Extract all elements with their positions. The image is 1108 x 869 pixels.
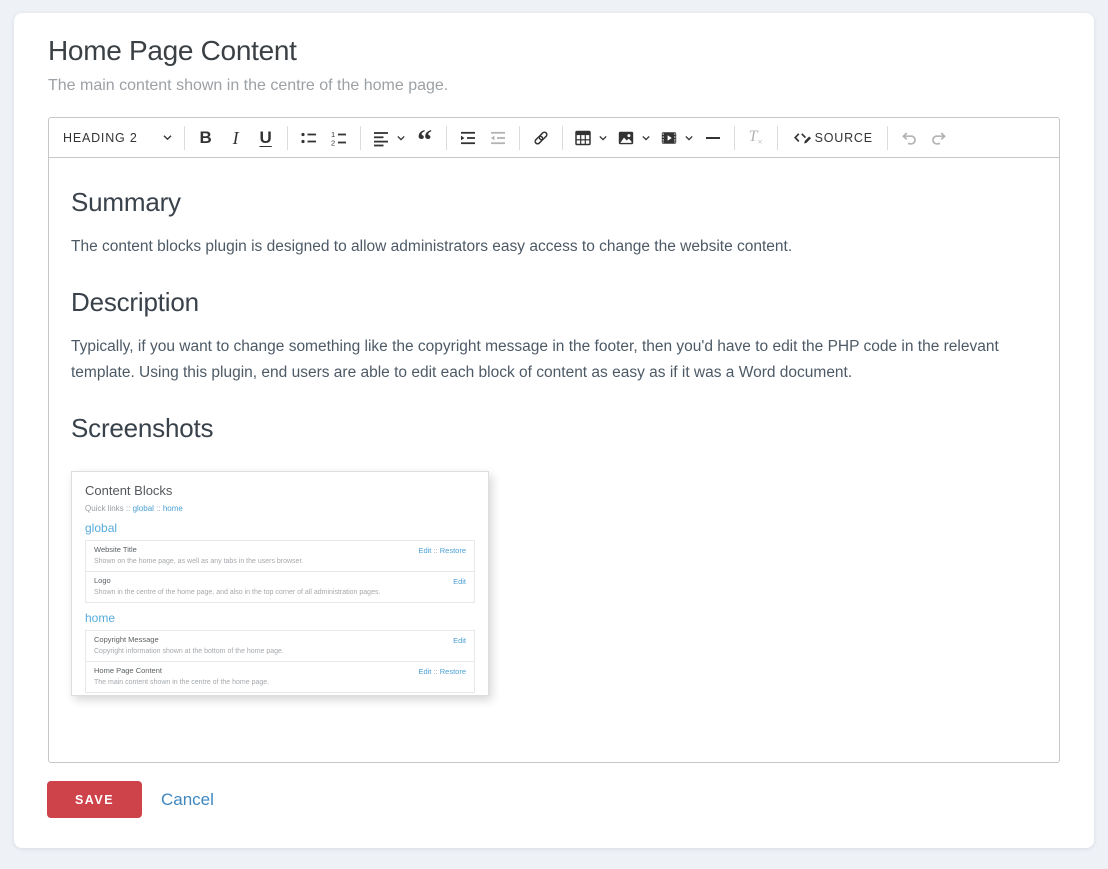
toolbar-separator [777, 126, 778, 150]
remove-format-button[interactable] [741, 122, 771, 154]
horizontal-line-icon [706, 137, 720, 139]
edit-link: Edit [453, 577, 466, 586]
form-footer [47, 781, 1060, 818]
remove-format-icon: $T_\times$ [748, 127, 763, 148]
edit-link: Edit [418, 546, 432, 555]
undo-button[interactable] [894, 122, 924, 154]
bulleted-list-icon [299, 128, 319, 148]
chevron-down-icon [598, 133, 608, 143]
row-actions [418, 667, 466, 676]
row-actions [418, 546, 466, 555]
content-heading-summary[interactable]: Summary [71, 187, 181, 217]
edit-link: Edit [453, 636, 466, 645]
toolbar-separator [734, 126, 735, 150]
redo-icon [929, 128, 949, 148]
toolbar-separator [562, 126, 563, 150]
page-title: Home Page Content [48, 35, 297, 66]
embedded-screenshot-image[interactable] [71, 471, 489, 696]
source-code-icon [792, 128, 812, 148]
chevron-down-icon [684, 133, 694, 143]
page-subtitle: The main content shown in the centre of the home page. [48, 77, 449, 94]
toolbar-separator [519, 126, 520, 150]
quick-links-label: Quick links :: [85, 504, 131, 513]
content-heading-screenshots[interactable]: Screenshots [71, 413, 214, 443]
screenshot-row [86, 631, 474, 661]
quick-links-separator: :: [156, 504, 161, 513]
toolbar-separator [887, 126, 888, 150]
block-quote-button[interactable] [410, 122, 440, 157]
toolbar-separator [287, 126, 288, 150]
content-paragraph[interactable]: The content blocks plugin is designed to allow administrators easy access to change the website content. [71, 238, 793, 255]
link-icon [531, 128, 551, 148]
quick-link-home: home [162, 504, 183, 513]
svg-text:2: 2 [330, 138, 335, 147]
row-title: Website Title [94, 545, 137, 554]
row-actions [453, 636, 466, 645]
edit-link: Edit [418, 667, 432, 676]
row-title: Copyright Message [94, 635, 159, 644]
text-alignment-dropdown[interactable] [367, 122, 410, 154]
row-title: Home Page Content [94, 666, 162, 675]
content-paragraph[interactable]: Typically, if you want to change something like the copyright message in the footer, then you'd have to edit the PHP code in the relevant template. Using this plugin, end users are able to edit each block of content as easy as if it was a Word document. [71, 338, 999, 381]
block-quote-icon: “ [417, 123, 433, 157]
screenshot-group-heading-home: home [85, 611, 116, 625]
editor-toolbar [49, 118, 1059, 158]
screenshot-row [86, 541, 474, 571]
chevron-down-icon [396, 133, 406, 143]
source-button-label: SOURCE [814, 130, 873, 145]
chevron-down-icon [162, 132, 173, 143]
screenshot-row [86, 571, 474, 602]
screenshot-title: Content Blocks [85, 483, 173, 498]
quick-link-global: global [132, 504, 154, 513]
screenshot-group-box [85, 540, 475, 603]
row-description: Copyright information shown at the bottom of the home page. [94, 648, 284, 655]
undo-icon [899, 128, 919, 148]
insert-table-dropdown[interactable] [569, 122, 612, 154]
actions-separator: :: [433, 546, 438, 555]
screenshot-quick-links [85, 504, 475, 513]
align-left-icon [371, 128, 391, 148]
chevron-down-icon [641, 133, 651, 143]
toolbar-separator [184, 126, 185, 150]
actions-separator: :: [433, 667, 438, 676]
bold-icon: B [199, 127, 212, 147]
row-title: Logo [94, 576, 111, 585]
screenshot-row [86, 661, 474, 692]
toolbar-separator [446, 126, 447, 150]
insert-media-dropdown[interactable] [655, 122, 698, 154]
redo-button[interactable] [924, 122, 954, 154]
horizontal-line-button[interactable] [698, 122, 728, 154]
rich-text-editor [48, 117, 1060, 763]
indent-icon [458, 128, 478, 148]
numbered-list-button[interactable] [324, 122, 354, 154]
outdent-icon [488, 128, 508, 148]
source-editing-button[interactable] [784, 122, 881, 154]
row-description: Shown on the home page, as well as any tabs in the users browser. [94, 558, 304, 565]
row-description: Shown in the centre of the home page, and also in the top corner of all administration pages. [94, 589, 381, 596]
insert-image-dropdown[interactable] [612, 122, 655, 154]
editor-content-area[interactable] [49, 158, 1059, 762]
numbered-list-icon [329, 128, 349, 148]
link-button[interactable] [526, 122, 556, 154]
indent-button[interactable] [453, 122, 483, 154]
cancel-link[interactable]: Cancel [161, 789, 214, 809]
table-icon [573, 128, 593, 148]
image-icon [616, 128, 636, 148]
heading-dropdown[interactable] [58, 122, 178, 154]
outdent-button[interactable] [483, 122, 513, 154]
heading-dropdown-value: HEADING 2 [63, 130, 138, 145]
row-actions [453, 577, 466, 586]
italic-icon: I [232, 127, 239, 148]
restore-link: Restore [439, 546, 466, 555]
media-icon [659, 128, 679, 148]
content-heading-description[interactable]: Description [71, 287, 199, 317]
row-description: The main content shown in the centre of the home page. [94, 679, 270, 686]
underline-icon: U [259, 127, 272, 147]
toolbar-separator [360, 126, 361, 150]
restore-link: Restore [439, 667, 466, 676]
bulleted-list-button[interactable] [294, 122, 324, 154]
italic-button[interactable] [221, 122, 251, 154]
screenshot-group-box [85, 630, 475, 693]
save-button[interactable]: SAVE [47, 781, 142, 818]
underline-button[interactable] [251, 122, 281, 154]
bold-button[interactable] [191, 122, 221, 154]
screenshot-group-heading-global: global [85, 521, 118, 535]
content-card [14, 13, 1094, 848]
svg-text:1: 1 [330, 129, 335, 139]
